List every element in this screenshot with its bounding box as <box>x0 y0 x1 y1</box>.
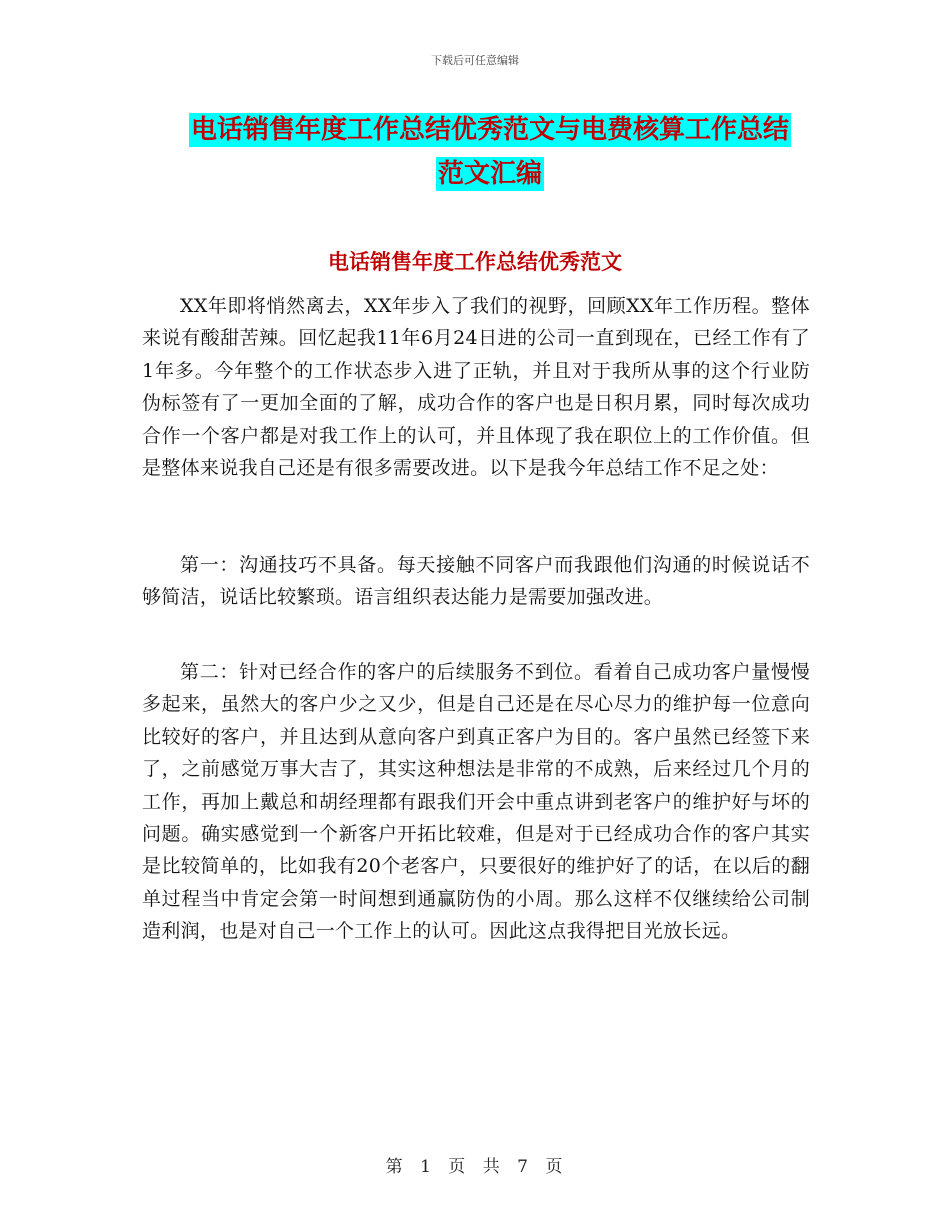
footer-total-pages: 7 <box>517 1157 530 1177</box>
header-note: 下载后可任意编辑 <box>431 54 519 67</box>
paragraph-point-two: 第二：针对已经合作的客户的后续服务不到位。看着自己成功客户量慢慢多起来，虽然大的客户少之又少，但是自己还是在尽心尽力的维护每一位意向比较好的客户，并且达到从意向客户到真正客户为目的。客户虽然已经签下来了，之前感觉万事大吉了，其实这种想法是非常的不成熟，后来经过几个月的工作，再加上戴总和胡经理都有跟我们开会中重点讲到老客户的维护好与坏的问题。确实感觉到一个新客户开拓比较难，但是对于已经成功合作的客户其实是比较简单的，比如我有20个老客户，只要很好的维护好了的话，在以后的翻单过程当中肯定会第一时间想到通赢防伪的小周。那么这样不仅继续给公司制造利润，也是对自己一个工作上的认可。因此这点我得把目光放长远。 <box>142 661 810 943</box>
footer-prefix: 第 <box>385 1157 405 1177</box>
paragraph-point-one: 第一：沟通技巧不具备。每天接触不同客户而我跟他们沟通的时候说话不够简洁，说话比较繁琐。语言组织表达能力是需要加强改进。 <box>142 554 810 609</box>
section-title: 电话销售年度工作总结优秀范文 <box>328 250 622 274</box>
footer-suffix: 页 <box>545 1157 565 1177</box>
footer-total-label: 共 <box>482 1157 502 1177</box>
document-title-line1: 电话销售年度工作总结优秀范文与电费核算工作总结 <box>190 115 789 145</box>
document-title <box>140 108 840 196</box>
document-title-line2: 范文汇编 <box>437 159 542 189</box>
footer-current-page: 1 <box>420 1157 433 1177</box>
footer-page-label: 页 <box>448 1157 468 1177</box>
paragraph-intro: XX年即将悄然离去，XX年步入了我们的视野，回顾XX年工作历程。整体来说有酸甜苦辣。回忆起我11年6月24日进的公司一直到现在，已经工作有了1年多。今年整个的工作状态步入进了正轨，并且对于我所从事的这个行业防伪标签有了一更加全面的了解，成功合作的客户也是日积月累，同时每次成功合作一个客户都是对我工作上的认可，并且体现了我在职位上的工作价值。但是整体来说我自己还是有很多需要改进。以下是我今年总结工作不足之处： <box>142 295 810 480</box>
page-footer <box>0 1152 950 1177</box>
